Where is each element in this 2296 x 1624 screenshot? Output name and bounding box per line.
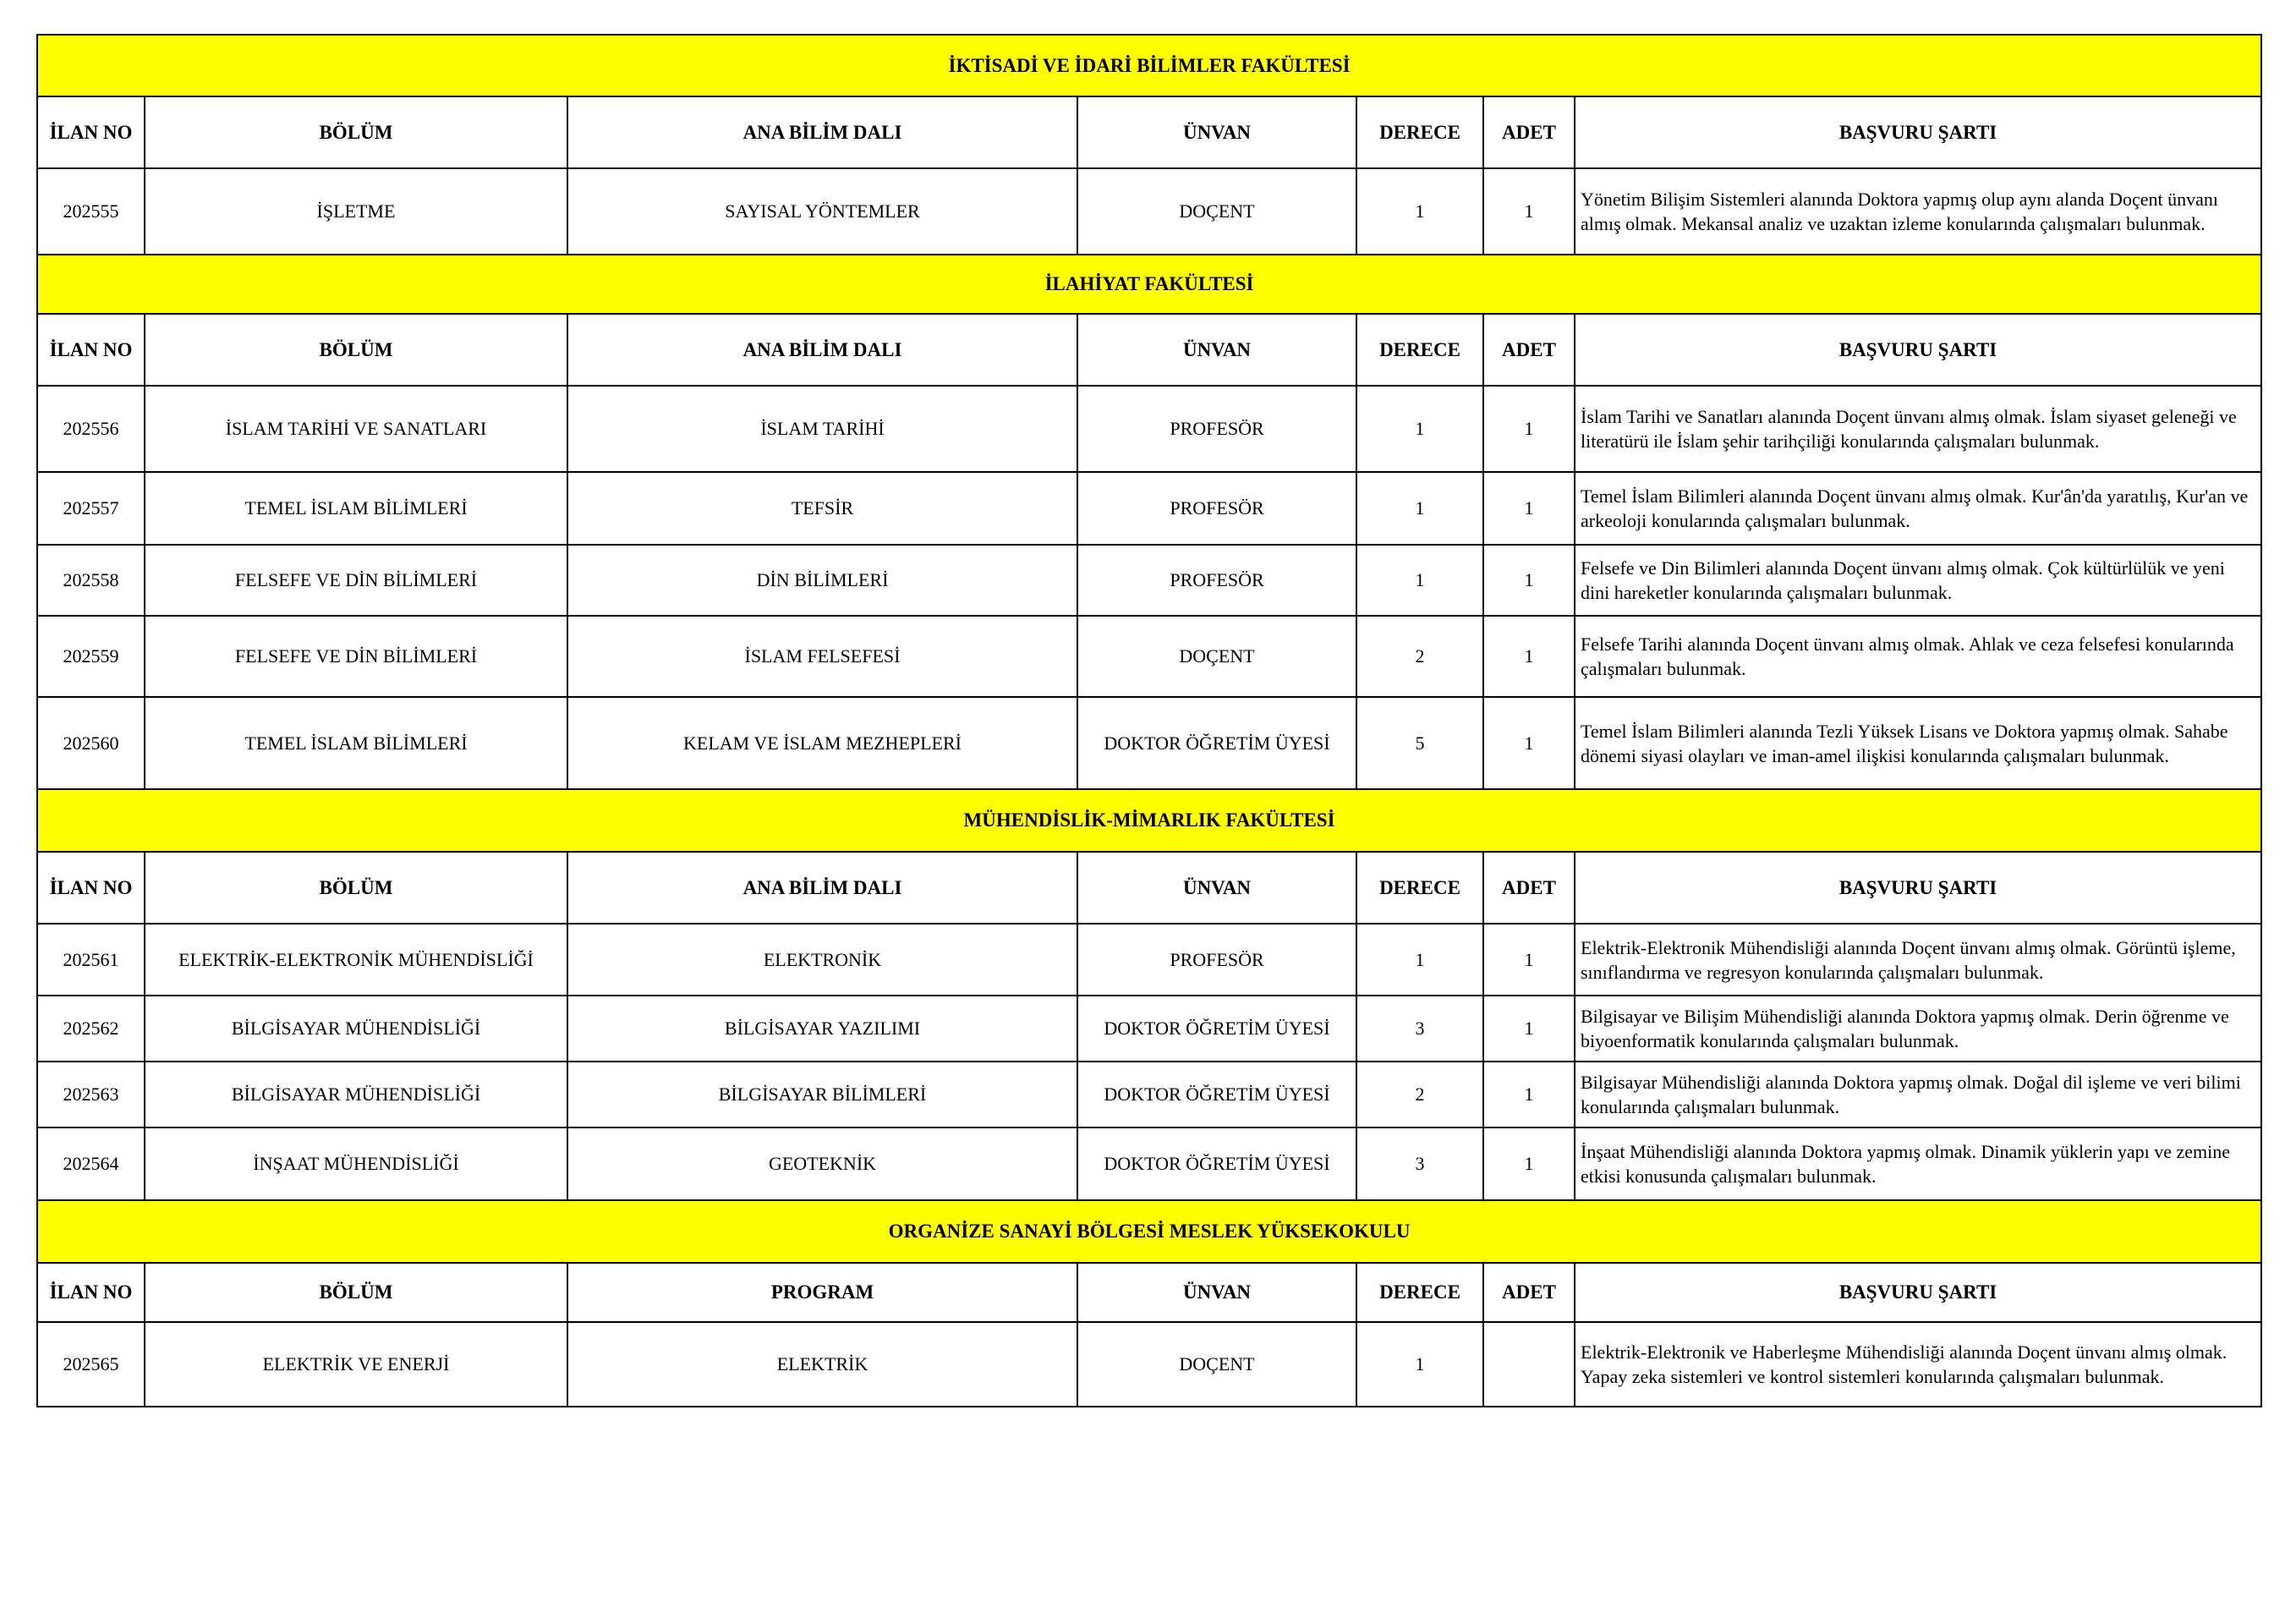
cell-basvuru-sarti: İnşaat Mühendisliği alanında Doktora yapmış olmak. Dinamik yüklerin yapı ve zemine etkisi konusunda çalışmaları bulunmak. [1575,1127,2261,1200]
table-row [37,697,2261,789]
cell-unvan: DOÇENT [1077,616,1356,697]
col-unvan: ÜNVAN [1077,1263,1356,1322]
col-ilan-no: İLAN NO [37,96,145,168]
cell-unvan: DOKTOR ÖĞRETİM ÜYESİ [1077,697,1356,789]
cell-bolum: BİLGİSAYAR MÜHENDİSLİĞİ [145,1062,567,1127]
col-ana-bilim-dali: ANA BİLİM DALI [567,852,1077,924]
col-ana-bilim-dali: ANA BİLİM DALI [567,314,1077,386]
col-derece: DERECE [1356,1263,1483,1322]
col-basvuru-sarti: BAŞVURU ŞARTI [1575,852,2261,924]
cell-adet: 1 [1483,1062,1575,1127]
col-ilan-no: İLAN NO [37,852,145,924]
cell-ana-bilim-dali: GEOTEKNİK [567,1127,1077,1200]
faculty-header [37,35,2261,96]
col-basvuru-sarti: BAŞVURU ŞARTI [1575,1263,2261,1322]
cell-basvuru-sarti: Elektrik-Elektronik ve Haberleşme Mühendisliği alanında Doçent ünvanı almış olmak. Yapay zeka sistemleri ve kontrol sistemleri konularında çalışmaları bulunmak. [1575,1322,2261,1407]
cell-ilan-no: 202555 [37,168,145,255]
cell-adet: 1 [1483,472,1575,545]
col-ilan-no: İLAN NO [37,314,145,386]
col-derece: DERECE [1356,852,1483,924]
faculty-header [37,789,2261,852]
col-ana-bilim-dali: ANA BİLİM DALI [567,96,1077,168]
col-bolum: BÖLÜM [145,314,567,386]
table-row [37,1322,2261,1407]
col-ilan-no: İLAN NO [37,1263,145,1322]
table-row [37,924,2261,996]
cell-unvan: DOÇENT [1077,168,1356,255]
cell-ana-bilim-dali: KELAM VE İSLAM MEZHEPLERİ [567,697,1077,789]
cell-ilan-no: 202558 [37,545,145,616]
col-bolum: BÖLÜM [145,96,567,168]
cell-bolum: BİLGİSAYAR MÜHENDİSLİĞİ [145,996,567,1062]
cell-derece: 1 [1356,472,1483,545]
cell-derece: 1 [1356,545,1483,616]
column-header-row [37,96,2261,168]
cell-ilan-no: 202564 [37,1127,145,1200]
cell-bolum: İŞLETME [145,168,567,255]
cell-ana-bilim-dali: BİLGİSAYAR YAZILIMI [567,996,1077,1062]
faculty-title: İKTİSADİ VE İDARİ BİLİMLER FAKÜLTESİ [37,35,2261,96]
cell-ana-bilim-dali: ELEKTRONİK [567,924,1077,996]
cell-derece: 1 [1356,1322,1483,1407]
cell-bolum: İNŞAAT MÜHENDİSLİĞİ [145,1127,567,1200]
cell-adet [1483,1322,1575,1407]
column-header-row [37,1263,2261,1322]
cell-unvan: PROFESÖR [1077,472,1356,545]
cell-basvuru-sarti: Temel İslam Bilimleri alanında Tezli Yüksek Lisans ve Doktora yapmış olmak. Sahabe dönemi siyasi olayları ve iman-amel ilişkisi konularında çalışmaları bulunmak. [1575,697,2261,789]
cell-bolum: İSLAM TARİHİ VE SANATLARI [145,386,567,472]
cell-basvuru-sarti: İslam Tarihi ve Sanatları alanında Doçent ünvanı almış olmak. İslam siyaset geleneği ve literatürü ile İslam şehir tarihçiliği konularında çalışmaları bulunmak. [1575,386,2261,472]
cell-ana-bilim-dali: BİLGİSAYAR BİLİMLERİ [567,1062,1077,1127]
col-unvan: ÜNVAN [1077,314,1356,386]
faculty-title: İLAHİYAT FAKÜLTESİ [37,255,2261,314]
cell-ana-bilim-dali: SAYISAL YÖNTEMLER [567,168,1077,255]
cell-basvuru-sarti: Yönetim Bilişim Sistemleri alanında Doktora yapmış olup aynı alanda Doçent ünvanı almış olmak. Mekansal analiz ve uzaktan izleme konularında çalışmaları bulunmak. [1575,168,2261,255]
faculty-header [37,1200,2261,1263]
cell-derece: 1 [1356,386,1483,472]
table-row [37,472,2261,545]
cell-basvuru-sarti: Felsefe ve Din Bilimleri alanında Doçent ünvanı almış olmak. Çok kültürlülük ve yeni dini hareketler konularında çalışmaları bulunmak. [1575,545,2261,616]
col-basvuru-sarti: BAŞVURU ŞARTI [1575,96,2261,168]
vacancy-table [36,34,2262,1407]
col-derece: DERECE [1356,314,1483,386]
cell-bolum: TEMEL İSLAM BİLİMLERİ [145,697,567,789]
cell-unvan: DOKTOR ÖĞRETİM ÜYESİ [1077,1062,1356,1127]
cell-ilan-no: 202557 [37,472,145,545]
cell-ana-bilim-dali: TEFSİR [567,472,1077,545]
cell-ilan-no: 202563 [37,1062,145,1127]
cell-basvuru-sarti: Felsefe Tarihi alanında Doçent ünvanı almış olmak. Ahlak ve ceza felsefesi konularında çalışmaları bulunmak. [1575,616,2261,697]
col-basvuru-sarti: BAŞVURU ŞARTI [1575,314,2261,386]
cell-adet: 1 [1483,545,1575,616]
cell-adet: 1 [1483,996,1575,1062]
cell-basvuru-sarti: Bilgisayar ve Bilişim Mühendisliği alanında Doktora yapmış olmak. Derin öğrenme ve biyoenformatik konularında çalışmaları bulunmak. [1575,996,2261,1062]
col-unvan: ÜNVAN [1077,96,1356,168]
cell-bolum: ELEKTRİK-ELEKTRONİK MÜHENDİSLİĞİ [145,924,567,996]
col-adet: ADET [1483,314,1575,386]
cell-unvan: PROFESÖR [1077,924,1356,996]
cell-derece: 2 [1356,616,1483,697]
table-row [37,1062,2261,1127]
col-bolum: BÖLÜM [145,1263,567,1322]
cell-ilan-no: 202556 [37,386,145,472]
col-adet: ADET [1483,96,1575,168]
cell-ana-bilim-dali: İSLAM FELSEFESİ [567,616,1077,697]
cell-adet: 1 [1483,168,1575,255]
cell-derece: 1 [1356,168,1483,255]
column-header-row [37,852,2261,924]
cell-ilan-no: 202560 [37,697,145,789]
cell-derece: 3 [1356,1127,1483,1200]
col-bolum: BÖLÜM [145,852,567,924]
cell-bolum: TEMEL İSLAM BİLİMLERİ [145,472,567,545]
faculty-title: MÜHENDİSLİK-MİMARLIK FAKÜLTESİ [37,789,2261,852]
cell-bolum: FELSEFE VE DİN BİLİMLERİ [145,545,567,616]
cell-adet: 1 [1483,924,1575,996]
cell-ilan-no: 202565 [37,1322,145,1407]
cell-derece: 3 [1356,996,1483,1062]
col-program: PROGRAM [567,1263,1077,1322]
cell-basvuru-sarti: Temel İslam Bilimleri alanında Doçent ünvanı almış olmak. Kur'ân'da yaratılış, Kur'an ve arkeoloji konularında çalışmaları bulunmak. [1575,472,2261,545]
cell-derece: 2 [1356,1062,1483,1127]
cell-adet: 1 [1483,616,1575,697]
table-row [37,168,2261,255]
cell-unvan: PROFESÖR [1077,545,1356,616]
cell-basvuru-sarti: Bilgisayar Mühendisliği alanında Doktora yapmış olmak. Doğal dil işleme ve veri bilimi konularında çalışmaları bulunmak. [1575,1062,2261,1127]
col-adet: ADET [1483,1263,1575,1322]
cell-ana-bilim-dali: DİN BİLİMLERİ [567,545,1077,616]
cell-ilan-no: 202559 [37,616,145,697]
cell-unvan: DOÇENT [1077,1322,1356,1407]
cell-bolum: ELEKTRİK VE ENERJİ [145,1322,567,1407]
cell-ilan-no: 202562 [37,996,145,1062]
table-row [37,996,2261,1062]
cell-basvuru-sarti: Elektrik-Elektronik Mühendisliği alanında Doçent ünvanı almış olmak. Görüntü işleme, sınıflandırma ve regresyon konularında çalışmaları bulunmak. [1575,924,2261,996]
cell-ana-bilim-dali: İSLAM TARİHİ [567,386,1077,472]
table-row [37,386,2261,472]
table-row [37,616,2261,697]
cell-program: ELEKTRİK [567,1322,1077,1407]
cell-ilan-no: 202561 [37,924,145,996]
faculty-header [37,255,2261,314]
cell-bolum: FELSEFE VE DİN BİLİMLERİ [145,616,567,697]
col-unvan: ÜNVAN [1077,852,1356,924]
faculty-title: ORGANİZE SANAYİ BÖLGESİ MESLEK YÜKSEKOKULU [37,1200,2261,1263]
cell-adet: 1 [1483,697,1575,789]
table-row [37,545,2261,616]
col-adet: ADET [1483,852,1575,924]
col-derece: DERECE [1356,96,1483,168]
cell-adet: 1 [1483,386,1575,472]
cell-unvan: PROFESÖR [1077,386,1356,472]
cell-derece: 1 [1356,924,1483,996]
cell-derece: 5 [1356,697,1483,789]
cell-unvan: DOKTOR ÖĞRETİM ÜYESİ [1077,1127,1356,1200]
table-row [37,1127,2261,1200]
cell-adet: 1 [1483,1127,1575,1200]
column-header-row [37,314,2261,386]
cell-unvan: DOKTOR ÖĞRETİM ÜYESİ [1077,996,1356,1062]
